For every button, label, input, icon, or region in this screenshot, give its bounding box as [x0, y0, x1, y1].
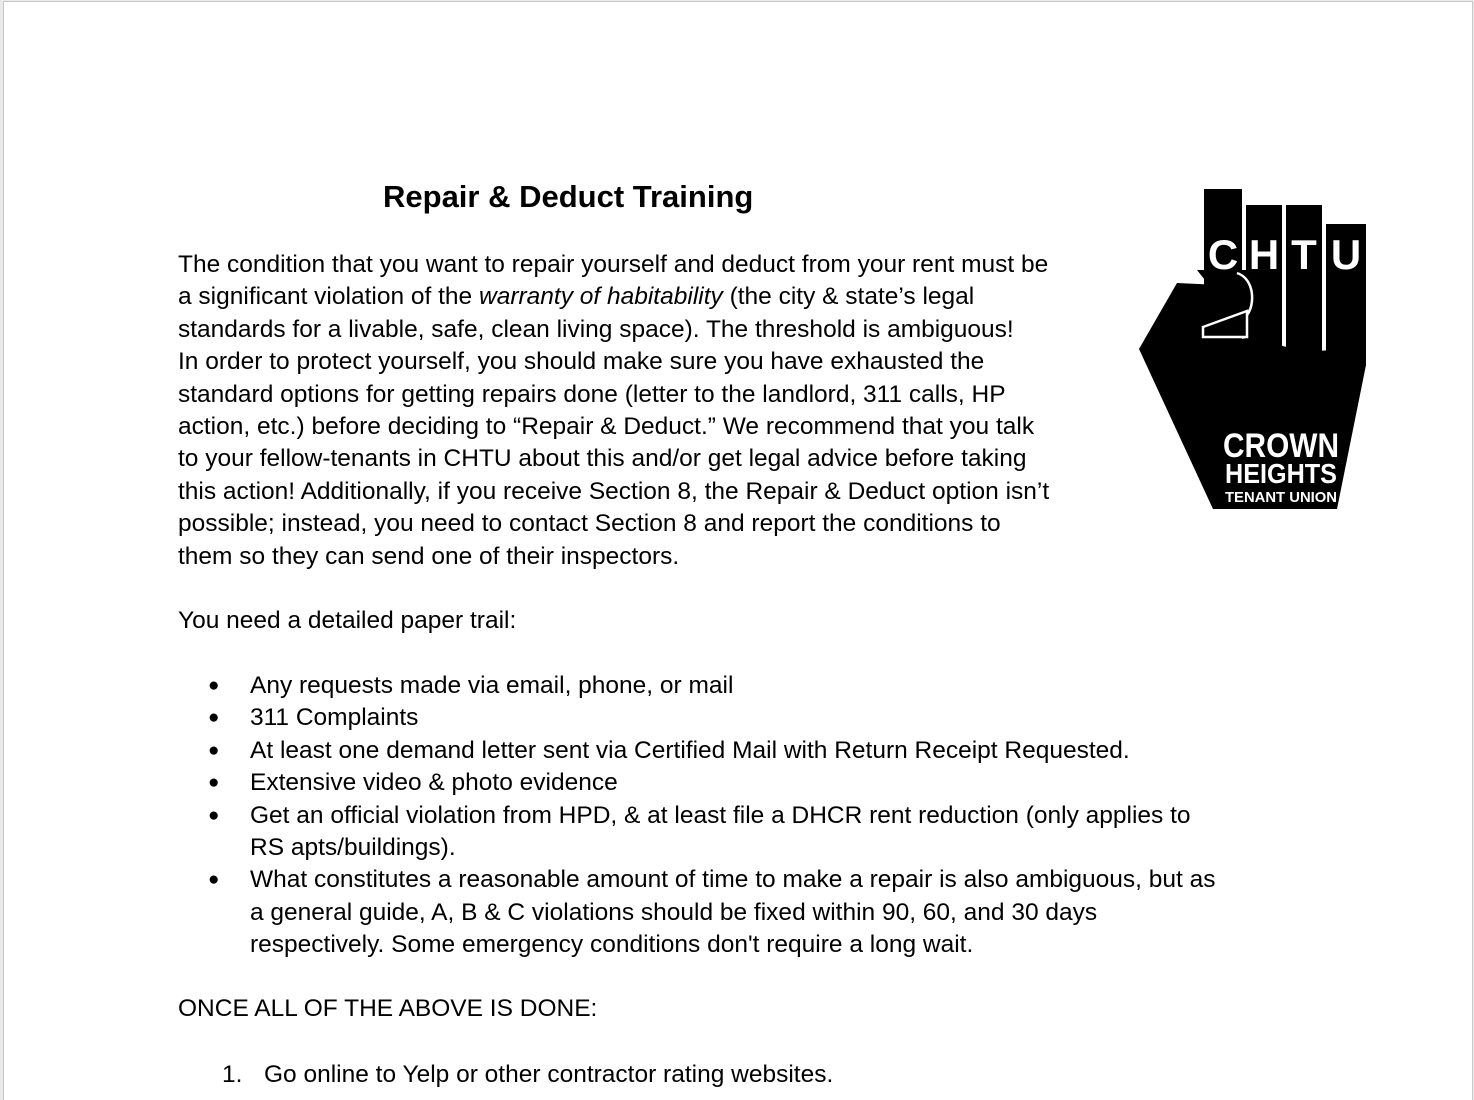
bullet-icon: ● — [208, 869, 220, 891]
bullet-icon: ● — [208, 707, 220, 729]
logo-letter-h: H — [1248, 231, 1280, 278]
intro-line: standard options for getting repairs done (letter to the landlord, 311 calls, HP — [178, 380, 1006, 408]
step-text: Go online to Yelp or other contractor rating websites. — [264, 1061, 834, 1088]
list-item — [178, 767, 1318, 799]
once-done-heading: ONCE ALL OF THE ABOVE IS DONE: — [178, 995, 598, 1022]
paper-trail-list — [178, 670, 1318, 962]
step-number: 1. — [222, 1061, 243, 1088]
intro-line: to your fellow-tenants in CHTU about this and/or get legal advice before taking — [178, 445, 1027, 473]
intro-line: possible; instead, you need to contact Section 8 and report the conditions to — [178, 510, 1001, 538]
intro-line: them so they can send one of their inspectors. — [178, 542, 680, 570]
warranty-of-habitability-term: warranty of habitability — [479, 283, 723, 311]
logo-letter-t: T — [1291, 231, 1317, 278]
logo-letter-u: U — [1330, 231, 1362, 278]
intro-paragraph — [178, 249, 1138, 573]
list-item-text: RS apts/buildings). — [250, 834, 456, 862]
intro-line: The condition that you want to repair yourself and deduct from your rent must be — [178, 251, 1049, 278]
logo-text-tenant-union: TENANT UNION — [1225, 489, 1337, 506]
document-page — [3, 1, 1473, 1100]
list-item-text: Get an official violation from HPD, & at least file a DHCR rent reduction (only applies to — [250, 801, 1191, 829]
steps-list — [178, 1059, 833, 1091]
bullet-icon: ● — [208, 772, 220, 794]
list-item — [178, 735, 1318, 767]
list-item-text: Extensive video & photo evidence — [250, 769, 618, 797]
intro-line: action, etc.) before deciding to “Repair & Deduct.” We recommend that you talk — [178, 413, 1035, 441]
bullet-icon: ● — [208, 675, 220, 696]
list-item-text: What constitutes a reasonable amount of time to make a repair is also ambiguous, but as — [250, 866, 1216, 894]
bullet-icon: ● — [208, 739, 220, 761]
intro-line-habitability — [178, 281, 1138, 313]
list-item-text: Any requests made via email, phone, or mail — [250, 672, 734, 699]
intro-line: standards for a livable, safe, clean living space). The threshold is ambiguous! — [178, 315, 1014, 343]
list-item-text: At least one demand letter sent via Certified Mail with Return Receipt Requested. — [250, 736, 1130, 764]
intro-line-part: (the city & state’s legal — [722, 283, 975, 311]
list-item — [178, 702, 1318, 734]
list-item — [178, 864, 1318, 961]
list-item-text: a general guide, A, B & C violations should be fixed within 90, 60, and 30 days — [250, 898, 1098, 926]
logo-text-crown: CROWN — [1223, 427, 1339, 465]
list-item — [178, 670, 1318, 702]
intro-line: In order to protect yourself, you should make sure you have exhausted the — [178, 348, 985, 376]
list-item-text: 311 Complaints — [250, 704, 419, 732]
paper-trail-heading: You need a detailed paper trail: — [178, 607, 517, 634]
list-item — [178, 1059, 833, 1091]
intro-line-part: a significant violation of the — [178, 283, 479, 311]
logo-text-heights: HEIGHTS — [1225, 458, 1337, 489]
document-title: Repair & Deduct Training — [383, 179, 754, 214]
raised-fist-icon — [1137, 187, 1369, 510]
list-item-text: respectively. Some emergency conditions don't require a long wait. — [250, 931, 974, 959]
bullet-icon: ● — [208, 804, 220, 826]
chtu-logo — [1137, 187, 1369, 510]
intro-line: this action! Additionally, if you receive Section 8, the Repair & Deduct option isn’t — [178, 477, 1050, 505]
logo-letter-c: C — [1207, 231, 1239, 278]
list-item — [178, 800, 1318, 865]
